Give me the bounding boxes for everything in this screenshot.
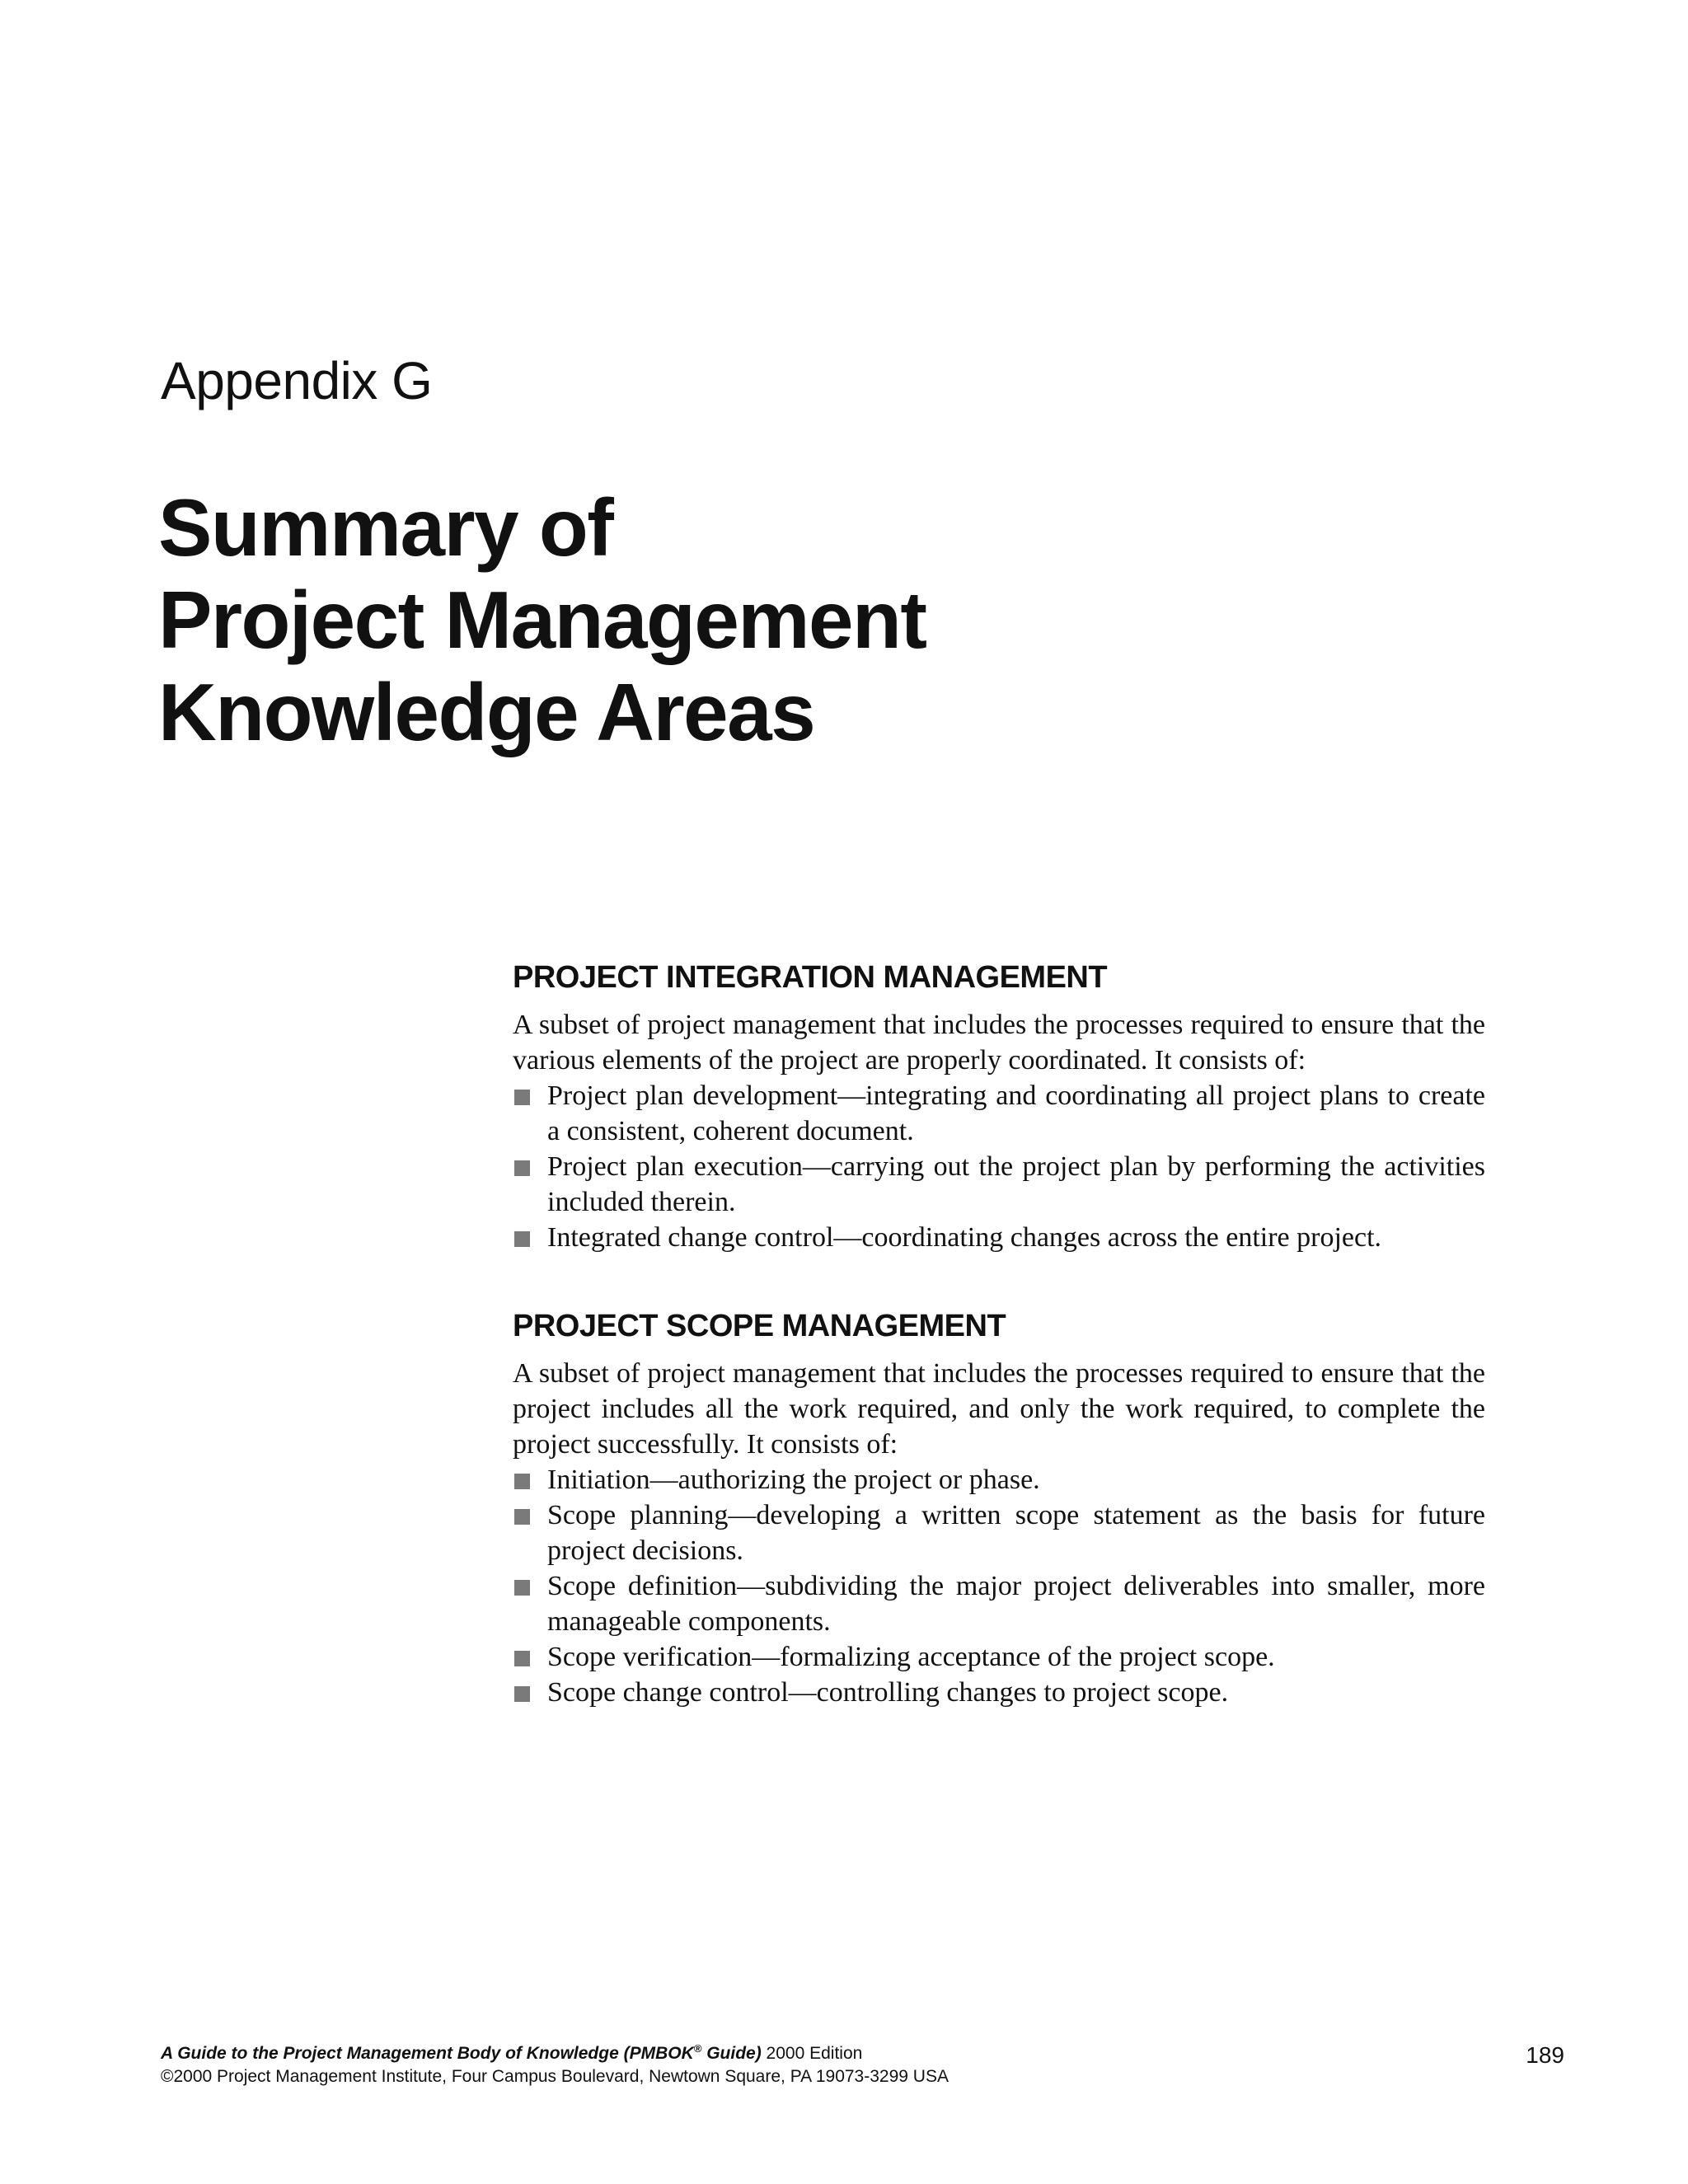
list-item-text: Scope verification—formalizing acceptance of the project scope. [547,1642,1275,1672]
list-item [513,1568,1485,1639]
square-bullet-icon [514,1651,530,1666]
list-item-text: Scope definition—subdividing the major project deliverables into smaller, more manageable components. [547,1571,1485,1637]
list-item [513,1675,1485,1710]
process-list [513,1462,1485,1710]
list-item [513,1462,1485,1497]
list-item [513,1220,1485,1255]
page-footer [161,2037,949,2088]
list-item [513,1497,1485,1568]
section-heading: PROJECT SCOPE MANAGEMENT [513,1309,1006,1343]
title-line-1: Summary of [158,482,613,573]
section-scope-management [513,1305,1485,1710]
square-bullet-icon [514,1580,530,1596]
square-bullet-icon [514,1474,530,1489]
title-line-3: Knowledge Areas [158,667,815,757]
list-item [513,1078,1485,1149]
list-item-text: Integrated change control—coordinating changes across the entire project. [547,1222,1382,1253]
page-title [158,481,1147,758]
footer-citation [161,2037,949,2065]
square-bullet-icon [514,1509,530,1525]
list-item-text: Scope planning—developing a written scope statement as the basis for future project decisions. [547,1500,1485,1566]
list-item-text: Project plan execution—carrying out the project plan by performing the activities included therein. [547,1151,1485,1217]
page-number: 189 [1526,2042,1564,2068]
footer-copyright: ©2000 Project Management Institute, Four Campus Boulevard, Newtown Square, PA 19073-3299 USA [161,2067,949,2086]
appendix-label: Appendix G [161,351,433,410]
book-title-prefix: A Guide to the Project Management Body of Knowledge (PMBOK [161,2044,694,2063]
section-intro: A subset of project management that includes the processes required to ensure that the various elements of the project are properly coordinated. It consists of: [513,1010,1485,1076]
list-item-text: Initiation—authorizing the project or phase. [547,1465,1040,1495]
list-item-text: Project plan development—integrating and coordinating all project plans to create a consistent, coherent document. [547,1080,1485,1146]
list-item-text: Scope change control—controlling changes to project scope. [547,1677,1229,1708]
title-line-2: Project Management [158,574,926,665]
square-bullet-icon [514,1686,530,1702]
list-item [513,1639,1485,1675]
edition: 2000 Edition [761,2044,863,2063]
list-item [513,1149,1485,1220]
square-bullet-icon [514,1090,530,1105]
square-bullet-icon [514,1231,530,1247]
book-title [161,2044,762,2063]
section-integration-management [513,956,1485,1255]
book-title-suffix: Guide) [701,2044,762,2063]
process-list [513,1078,1485,1255]
section-heading: PROJECT INTEGRATION MANAGEMENT [513,960,1108,995]
square-bullet-icon [514,1160,530,1176]
knowledge-areas-content [513,956,1485,1710]
registered-mark: ® [693,2042,702,2055]
section-intro: A subset of project management that includes the processes required to ensure that the project includes all the work required, and only the work required, to complete the project successfully. It consists of: [513,1358,1485,1460]
